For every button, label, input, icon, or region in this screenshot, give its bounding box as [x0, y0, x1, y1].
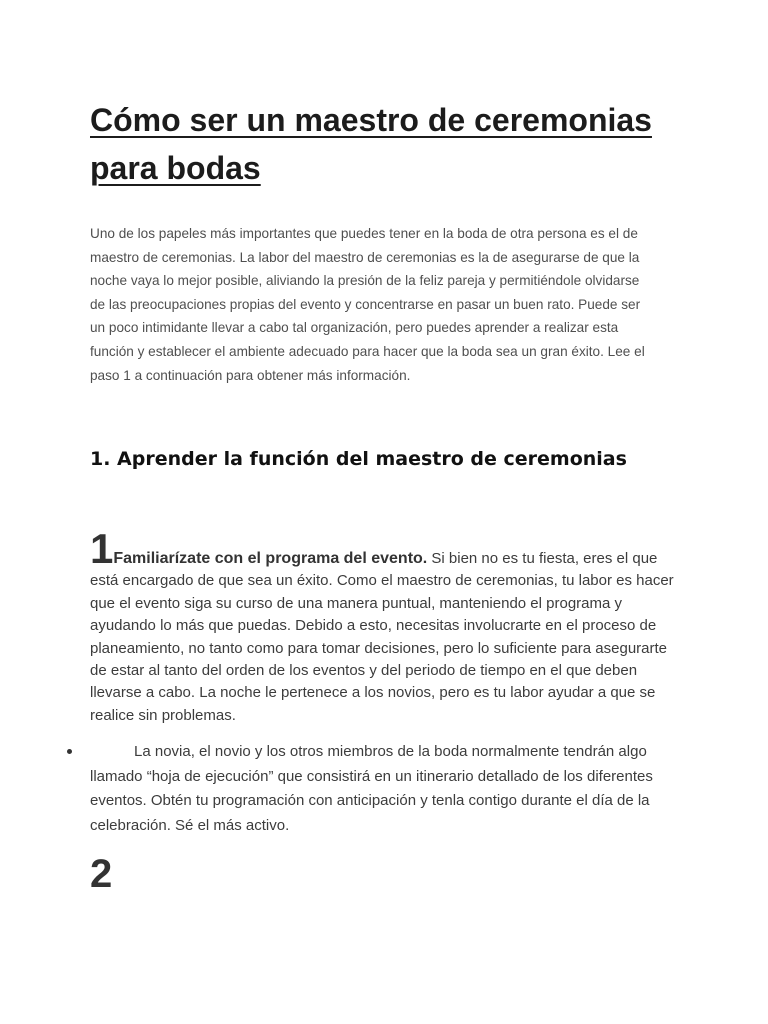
step-1-body: Si bien no es tu fiesta, eres el que está encargado de que sea un éxito. Como el maestro de ceremonias, tu labor es hacer que el evento siga su curso de una manera puntual, manteniendo el programa y ayudando lo más que puedas. Debido a esto, necesitas involucrarte en el proceso de planeamiento, no tanto como para tomar decisiones, pero lo suficiente para asegurarte de estar al tanto del orden de los eventos y del periodo de tiempo en el que deben llevarse a cabo. La noche le pertenece a los novios, pero es tu labor ayudar a que se realice sin problemas. [90, 550, 674, 724]
bullet-icon [67, 749, 72, 754]
step-1 [90, 525, 680, 727]
document-page [90, 0, 680, 1024]
article-title: Cómo ser un maestro de ceremonias para bodas [90, 102, 652, 186]
list-item [90, 740, 680, 838]
step-1-heading: Familiarízate con el programa del evento. [113, 550, 428, 567]
step-1-bullet-list [90, 740, 680, 838]
bullet-text: La novia, el novio y los otros miembros de la boda normalmente tendrán algo llamado “hoja de ejecución” que consistirá en un itinerario detallado de los diferentes eventos. Obtén tu programación con anticipación y tenla contigo durante el día de la celebración. Sé el más activo. [90, 743, 653, 834]
intro-paragraph: Uno de los papeles más importantes que puedes tener en la boda de otra persona es el de maestro de ceremonias. La labor del maestro de ceremonias es la de asegurarse de que la noche vaya lo mejor posible, aliviando la presión de la feliz pareja y permitiéndole olvidarse de las preocupaciones propias del evento y concentrarse en pasar un buen rato. Puede ser un poco intimidante llevar a cabo tal organización, pero puedes aprender a realizar esta función y establecer el ambiente adecuado para hacer que la boda sea un gran éxito. Lee el paso 1 a continuación para obtener más información. [90, 226, 645, 383]
step-1-number: 1 [90, 525, 114, 572]
step-2-number: 2 [90, 852, 113, 896]
section-heading: 1. Aprender la función del maestro de ceremonias [90, 448, 627, 470]
